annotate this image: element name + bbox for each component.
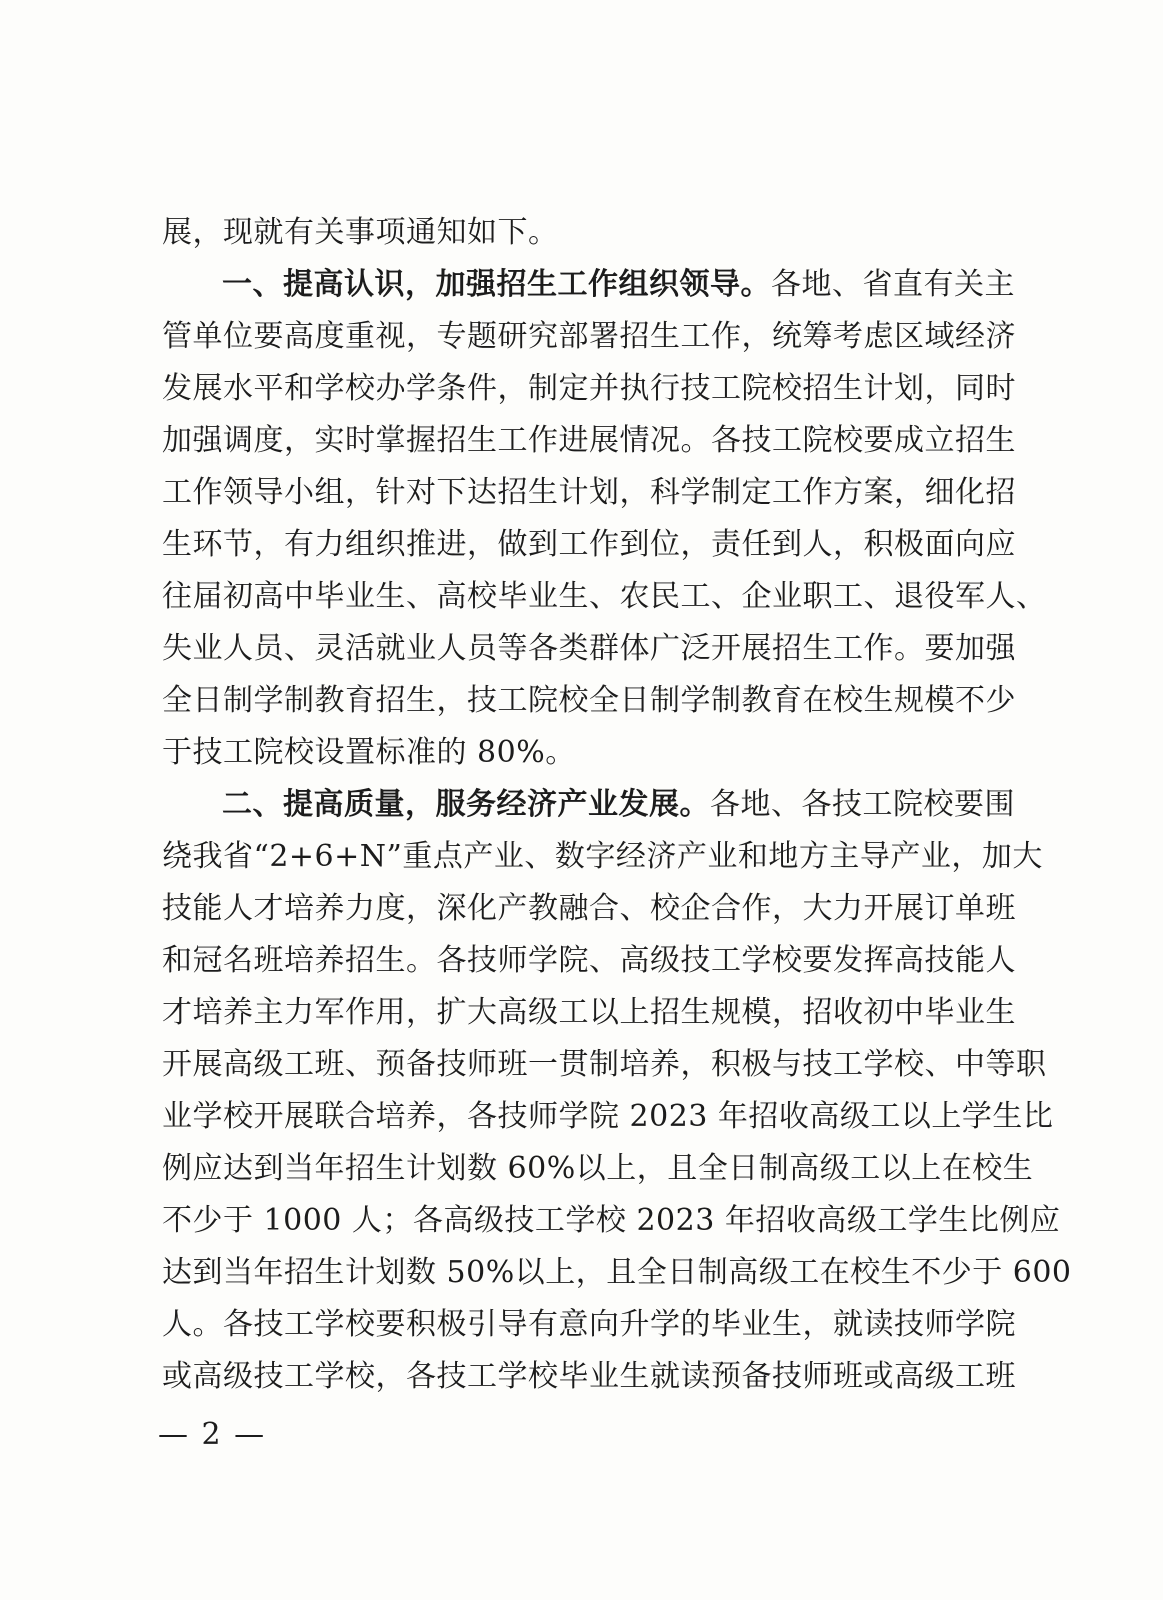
line-text: 全日制学制教育招生，技工院校全日制学制教育在校生规模不少: [162, 683, 1016, 718]
body-text-line: [162, 883, 1016, 935]
line-text: 各地、省直有关主: [771, 267, 1015, 302]
line-text: 管单位要高度重视，专题研究部署招生工作，统筹考虑区域经济: [162, 319, 1016, 354]
body-text-line: [162, 311, 1016, 363]
line-text: 发展水平和学校办学条件，制定并执行技工院校招生计划，同时: [162, 371, 1016, 406]
line-text: 往届初高中毕业生、高校毕业生、农民工、企业职工、退役军人、: [162, 579, 1047, 614]
line-text: 展，现就有关事项通知如下。: [162, 215, 559, 250]
line-text: 各地、各技工院校要围: [710, 787, 1015, 822]
body-text-line: [162, 935, 1016, 987]
line-text: 和冠名班培养招生。各技师学院、高级技工学校要发挥高技能人: [162, 943, 1016, 978]
body-text-line: [162, 571, 1047, 623]
body-text-line: [162, 519, 1016, 571]
body-text-line: [162, 1299, 1016, 1351]
body-text-line: [162, 467, 1016, 519]
body-text-line: [162, 831, 1043, 883]
body-text-line: [162, 1247, 1072, 1299]
line-text: 人。各技工学校要积极引导有意向升学的毕业生，就读技师学院: [162, 1307, 1016, 1342]
body-text-line: [162, 1195, 1061, 1247]
body-text-line: [162, 363, 1016, 415]
body-text-line: [162, 415, 1016, 467]
body-text-line: [162, 987, 1016, 1039]
body-text-line: [162, 1351, 1016, 1403]
line-text: 生环节，有力组织推进，做到工作到位，责任到人，积极面向应: [162, 527, 1016, 562]
body-text-line: [162, 675, 1016, 727]
line-text: 或高级技工学校，各技工学校毕业生就读预备技师班或高级工班: [162, 1359, 1016, 1394]
line-text: 绕我省“2+6+N”重点产业、数字经济产业和地方主导产业，加大: [162, 839, 1043, 874]
line-text: 不少于 1000 人；各高级技工学校 2023 年招收高级工学生比例应: [162, 1203, 1061, 1238]
line-text: 达到当年招生计划数 50%以上，且全日制高级工在校生不少于 600: [162, 1255, 1072, 1290]
section-heading: 一、提高认识，加强招生工作组织领导。: [222, 267, 771, 302]
line-text: 于技工院校设置标准的 80%。: [162, 735, 576, 770]
body-text-line: [162, 623, 1016, 675]
section-heading: 二、提高质量，服务经济产业发展。: [222, 787, 710, 822]
section-heading-line: [162, 259, 1015, 311]
line-text: 才培养主力军作用，扩大高级工以上招生规模，招收初中毕业生: [162, 995, 1016, 1030]
line-text: 业学校开展联合培养，各技师学院 2023 年招收高级工以上学生比: [162, 1099, 1054, 1134]
body-text-line: [162, 1039, 1047, 1091]
page-number: — 2 —: [158, 1417, 267, 1452]
line-text: 加强调度，实时掌握招生工作进展情况。各技工院校要成立招生: [162, 423, 1016, 458]
line-text: 开展高级工班、预备技师班一贯制培养，积极与技工学校、中等职: [162, 1047, 1047, 1082]
line-text: 例应达到当年招生计划数 60%以上，且全日制高级工以上在校生: [162, 1151, 1034, 1186]
body-text-line: [162, 207, 982, 259]
document-body: [162, 207, 1072, 1403]
section-heading-line: [162, 779, 1015, 831]
body-text-line: [162, 1091, 1054, 1143]
body-text-line: [162, 727, 982, 779]
line-text: 技能人才培养力度，深化产教融合、校企合作，大力开展订单班: [162, 891, 1016, 926]
body-text-line: [162, 1143, 1034, 1195]
line-text: 失业人员、灵活就业人员等各类群体广泛开展招生工作。要加强: [162, 631, 1016, 666]
line-text: 工作领导小组，针对下达招生计划，科学制定工作方案，细化招: [162, 475, 1016, 510]
